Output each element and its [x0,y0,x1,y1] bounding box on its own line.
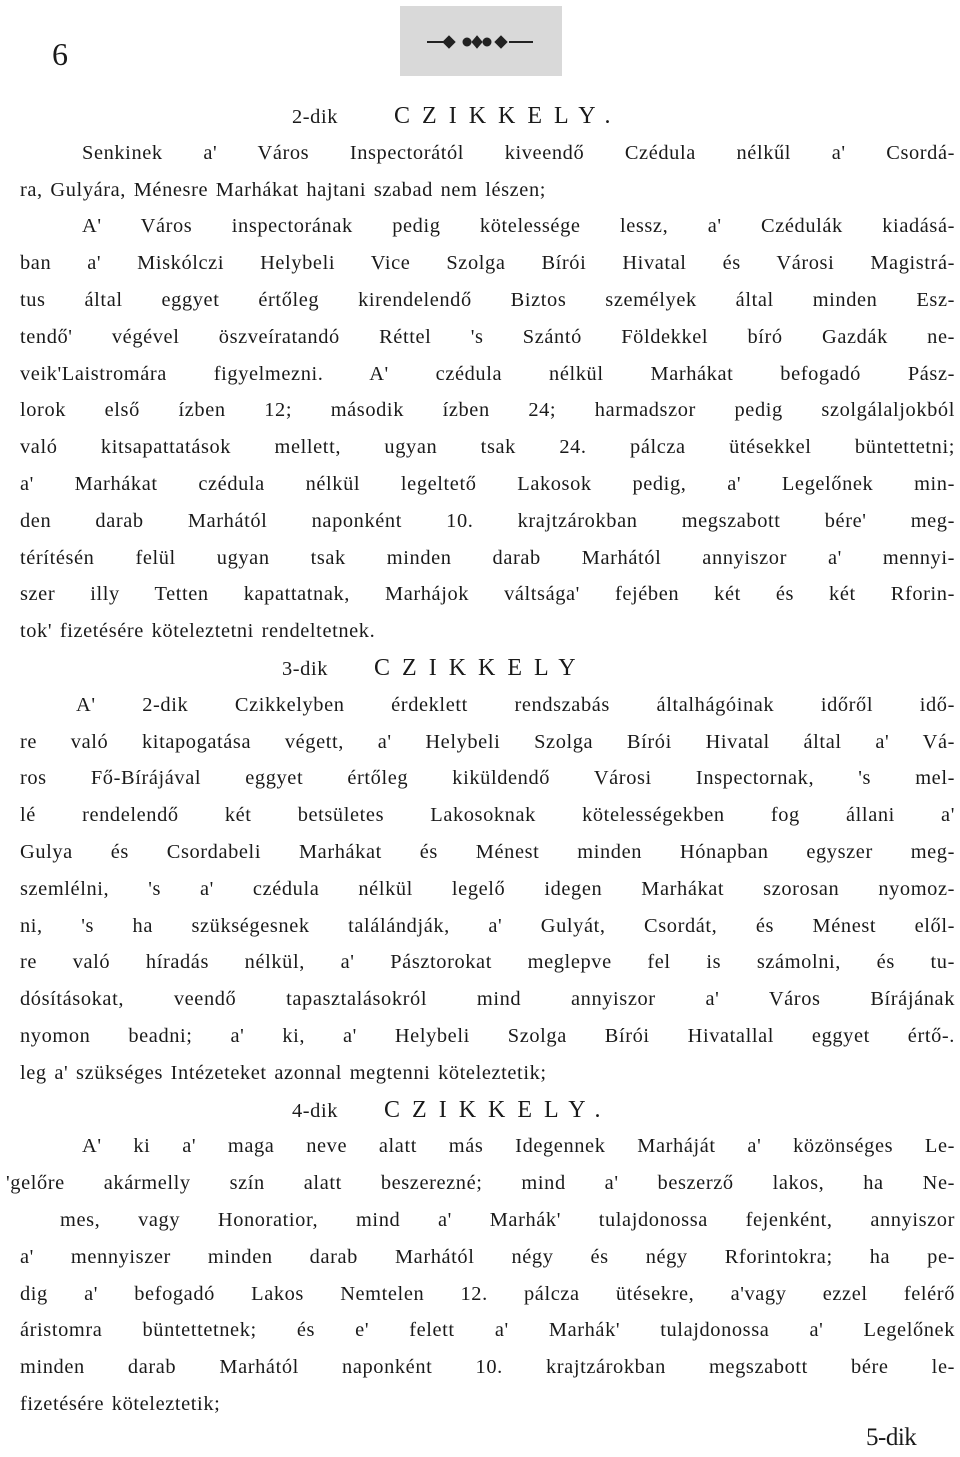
text-line: lorok első ízben 12; második ízben 24; harmadszor pedig szolgálaljokból [20,399,955,422]
text-line: fizetésére köteleztetik; [20,1392,221,1415]
article-number: 3-dik [282,657,329,680]
text-line: nyomon beadni; a' ki, a' Helybeli Szolga Bírói Hivatallal eggyet értő-. [20,1024,955,1047]
text-line: Gulya és Csordabeli Marhákat és Ménest minden Hónapban egyszer meg- [20,840,955,863]
article-heading-3 [20,650,955,687]
text-line: den darab Marhától naponként 10. krajtzárokban megszabott bére' meg- [20,509,955,532]
ornament-icon [421,26,541,56]
document-body [6,98,955,1423]
text-line: térítésén felül ugyan tsak minden darab Marhától annyiszor a' mennyi- [20,546,955,569]
text-line: lé rendelendő két betsületes Lakosoknak kötelességekben fog állani a' [20,804,955,827]
text-line: leg a' szükséges Intézeteket azonnal megtenni köteleztetik; [20,1061,547,1084]
text-line: mes, vagy Honoratior, mind a' Marhák' tulajdonossa fejenként, annyiszor [60,1208,955,1231]
ornament-image [400,6,562,76]
text-line: áristomra büntettetnek; és e' felett a' Marhák' tulajdonossa a' Legelőnek [20,1319,955,1342]
text-line: tendő' végével öszveíratandó Réttel 's Szántó Földekkel bíró Gazdák ne- [20,325,955,348]
text-line: a' Marhákat czédula nélkül legeltető Lakosok pedig, a' Legelőnek min- [20,472,955,495]
article-title: CZIKKELY. [384,1096,613,1123]
text-line: ni, 's ha szükségesnek találándják, a' Gulyát, Csordát, és Ménest elől- [20,914,955,937]
article-title: CZIKKELY. [394,103,623,129]
text-line: A' 2-dik Czikkelyben érdeklett rendszabás általhágóinak időről idő- [76,693,955,716]
text-line: való kitsapattatások mellett, ugyan tsak 24. pálcza ütésekkel büntettetni; [20,436,955,459]
text-line: szemlélni, 's a' czédula nélkül legelő idegen Marhákat szorosan nyomoz- [20,877,955,900]
text-line: a' mennyiszer minden darab Marhától négy és négy Rforintokra; ha pe- [20,1245,955,1268]
article-heading-2 [20,98,955,135]
text-line: ra, Gulyára, Ménesre Marhákat hajtani szabad nem lészen; [20,178,547,201]
article-number: 4-dik [292,1099,339,1122]
text-line: Senkinek a' Város Inspectorától kiveendő Czédula nélkűl a' Csordá- [82,141,955,164]
article-heading-4 [20,1092,955,1129]
text-line: dig a' befogadó Lakos Nemtelen 12. pálcza ütésekre, a'vagy ezzel felérő [20,1282,955,1305]
text-line: ros Fő-Bírájával eggyet értőleg kiküldendő Városi Inspectornak, 's mel- [20,767,955,790]
article-title: CZIKKELY [374,654,588,681]
text-line: A' Város inspectorának pedig kötelessége lessz, a' Czédulák kiadásá- [82,215,955,238]
article-number: 2-dik [292,106,339,128]
text-line: dósításokat, veendő tapasztalásokról mind annyiszor a' Város Bírájának [20,988,955,1011]
text-line: re való híradás nélkül, a' Pásztorokat meglepve fel is számolni, és tu- [20,951,955,974]
text-line: szer illy Tetten kapattatnak, Marhájok váltsága' fejében két és két Rforin- [20,583,955,606]
page-number: 6 [52,36,68,72]
text-line: veik'Laistromára figyelmezni. A' czédula nélkül Marhákat befogadó Pász- [20,362,955,385]
text-line: minden darab Marhától naponként 10. krajtzárokban megszabott bére le- [20,1356,955,1379]
text-line: tok' fizetésére köteleztetni rendeltetnek. [20,620,376,643]
text-line: tus által eggyet értőleg kirendelendő Biztos személyek által minden Esz- [20,288,955,311]
text-line: A' ki a' maga neve alatt más Idegennek Marháját a' közönséges Le- [82,1135,955,1158]
text-line: re való kitapogatása végett, a' Helybeli Szolga Bírói Hivatal által a' Vá- [20,730,955,753]
catchword: 5-dik [866,1424,917,1451]
text-line: 'gelőre akármelly szín alatt beszerezné; mind a' beszerző lakos, ha Ne- [6,1172,955,1195]
text-line: ban a' Miskólczi Helybeli Vice Szolga Bírói Hivatal és Városi Magistrá- [20,252,955,275]
